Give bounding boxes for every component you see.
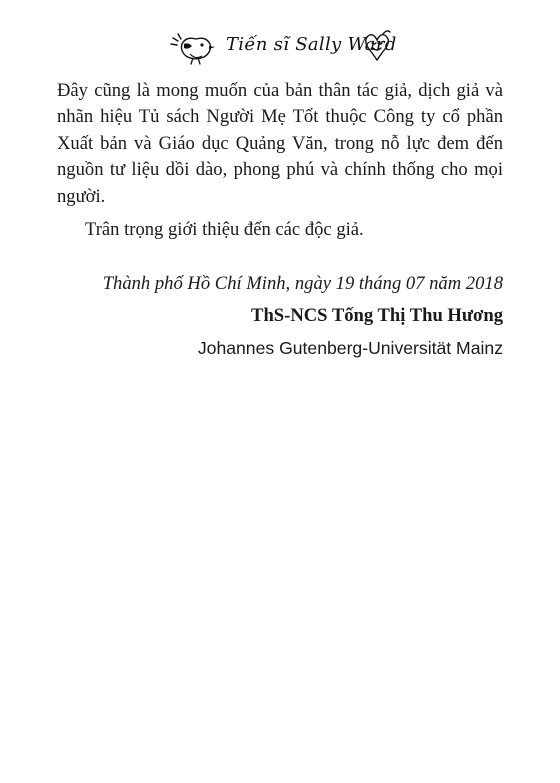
bird-icon <box>168 30 220 66</box>
page-header <box>0 26 560 70</box>
body-text <box>57 78 503 243</box>
running-header-title: Tiến sĩ Sally Ward <box>226 34 397 55</box>
paragraph-2: Trân trọng giới thiệu đến các độc giả. <box>85 219 364 241</box>
signature-name: ThS-NCS Tống Thị Thu Hương <box>251 305 503 326</box>
signature-place-date: Thành phố Hồ Chí Minh, ngày 19 tháng 07 năm 2018 <box>102 273 503 294</box>
paragraph-1: Đây cũng là mong muốn của bản thân tác giả, dịch giả và nhãn hiệu Tủ sách Người Mẹ Tốt thuộc Công ty cổ phần Xuất bản và Giáo dục Quảng Văn, trong nỗ lực đem đến nguồn tư liệu dồi dào, phong phú và chính thống cho mọi người. <box>57 80 503 207</box>
heart-doodle-icon <box>361 28 393 64</box>
signature-affiliation: Johannes Gutenberg-Universität Mainz <box>197 338 503 358</box>
signature-block <box>103 271 503 361</box>
